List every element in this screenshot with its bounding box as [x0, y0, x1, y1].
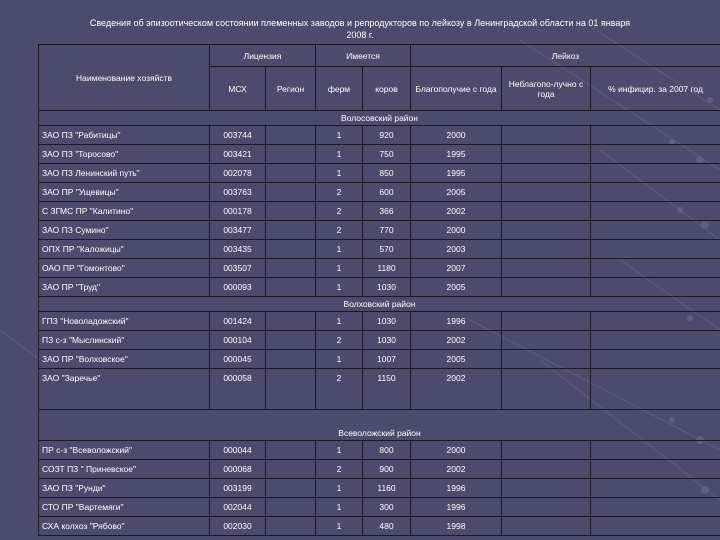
- cell-healthy-since: 1996: [411, 498, 502, 517]
- table-row: [39, 278, 720, 297]
- header-row-1: [39, 45, 720, 67]
- cell-region-license: [266, 240, 316, 259]
- cell-msh-license: 000058: [210, 369, 266, 410]
- cell-farms-count: 2: [316, 331, 363, 350]
- cell-msh-license: 002078: [210, 164, 266, 183]
- cell-farm-name: ПЗ с-з "Мыслинский": [39, 331, 210, 350]
- cell-cows-count: 600: [363, 183, 411, 202]
- cell-cows-count: 920: [363, 126, 411, 145]
- cell-unhealthy-since: [502, 240, 591, 259]
- cell-farm-name: СТО ПР "Вартемяги": [39, 498, 210, 517]
- cell-unhealthy-since: [502, 312, 591, 331]
- cell-unhealthy-since: [502, 479, 591, 498]
- cell-farms-count: 1: [316, 498, 363, 517]
- cell-unhealthy-since: [502, 517, 591, 536]
- cell-cows-count: 570: [363, 240, 411, 259]
- cell-cows-count: 1150: [363, 369, 411, 410]
- cell-farms-count: 1: [316, 145, 363, 164]
- cell-unhealthy-since: [502, 369, 591, 410]
- cell-farm-name: ЗАО ПР "Труд": [39, 278, 210, 297]
- district-name: Волосовский район: [39, 111, 720, 126]
- table-row: [39, 259, 720, 278]
- cell-farms-count: 1: [316, 312, 363, 331]
- cell-region-license: [266, 164, 316, 183]
- cell-unhealthy-since: [502, 278, 591, 297]
- farms-table: [38, 44, 720, 536]
- cell-healthy-since: 1996: [411, 312, 502, 331]
- cell-msh-license: 003421: [210, 145, 266, 164]
- cell-region-license: [266, 331, 316, 350]
- cell-msh-license: 002044: [210, 498, 266, 517]
- cell-infected-pct: [591, 312, 720, 331]
- cell-farms-count: 1: [316, 517, 363, 536]
- cell-region-license: [266, 369, 316, 410]
- cell-healthy-since: 2007: [411, 259, 502, 278]
- cell-healthy-since: 2000: [411, 221, 502, 240]
- table-row: [39, 350, 720, 369]
- cell-region-license: [266, 221, 316, 240]
- cell-unhealthy-since: [502, 331, 591, 350]
- cell-infected-pct: [591, 278, 720, 297]
- cell-healthy-since: 1995: [411, 145, 502, 164]
- cell-farms-count: 2: [316, 460, 363, 479]
- cell-unhealthy-since: [502, 126, 591, 145]
- cell-healthy-since: 2003: [411, 240, 502, 259]
- cell-region-license: [266, 126, 316, 145]
- cell-cows-count: 750: [363, 145, 411, 164]
- cell-healthy-since: 1995: [411, 164, 502, 183]
- cell-infected-pct: [591, 164, 720, 183]
- cell-farm-name: ГПЗ "Новоладожский": [39, 312, 210, 331]
- cell-msh-license: 002030: [210, 517, 266, 536]
- cell-region-license: [266, 460, 316, 479]
- header-msh: МСХ: [210, 67, 266, 111]
- cell-farms-count: 1: [316, 441, 363, 460]
- cell-region-license: [266, 479, 316, 498]
- cell-msh-license: 000178: [210, 202, 266, 221]
- table-row: [39, 221, 720, 240]
- cell-msh-license: 003744: [210, 126, 266, 145]
- header-healthy-year: Благополучие с года: [411, 67, 502, 111]
- farms-table-body: [39, 111, 720, 536]
- cell-unhealthy-since: [502, 164, 591, 183]
- cell-farms-count: 1: [316, 479, 363, 498]
- cell-farms-count: 2: [316, 202, 363, 221]
- cell-farm-name: СХА колхоз "Рябово": [39, 517, 210, 536]
- table-row: [39, 202, 720, 221]
- cell-msh-license: 000045: [210, 350, 266, 369]
- cell-region-license: [266, 259, 316, 278]
- cell-unhealthy-since: [502, 441, 591, 460]
- header-leukosis: Лейкоз: [411, 45, 720, 67]
- cell-infected-pct: [591, 369, 720, 410]
- cell-infected-pct: [591, 221, 720, 240]
- cell-cows-count: 1030: [363, 331, 411, 350]
- table-row: [39, 369, 720, 410]
- cell-healthy-since: 2005: [411, 183, 502, 202]
- district-name: Волховский район: [39, 297, 720, 312]
- cell-healthy-since: 1998: [411, 517, 502, 536]
- cell-healthy-since: 2005: [411, 350, 502, 369]
- cell-msh-license: 000044: [210, 441, 266, 460]
- cell-msh-license: 003763: [210, 183, 266, 202]
- table-row: [39, 498, 720, 517]
- cell-cows-count: 1030: [363, 312, 411, 331]
- cell-cows-count: 770: [363, 221, 411, 240]
- cell-msh-license: 003199: [210, 479, 266, 498]
- header-infected-pct: % инфицир. за 2007 год: [591, 67, 720, 111]
- cell-farm-name: ЗАО ПЗ "Торосово": [39, 145, 210, 164]
- table-row: [39, 479, 720, 498]
- cell-farms-count: 2: [316, 183, 363, 202]
- cell-infected-pct: [591, 441, 720, 460]
- header-available: Имеется: [316, 45, 411, 67]
- cell-region-license: [266, 350, 316, 369]
- cell-farm-name: ОПХ ПР "Каложицы": [39, 240, 210, 259]
- table-row: [39, 164, 720, 183]
- header-cows: коров: [363, 67, 411, 111]
- cell-region-license: [266, 498, 316, 517]
- cell-region-license: [266, 441, 316, 460]
- cell-farm-name: ЗАО "Заречье": [39, 369, 210, 410]
- cell-farm-name: ЗАО ПЗ Ленинский путь": [39, 164, 210, 183]
- table-row: [39, 517, 720, 536]
- cell-region-license: [266, 202, 316, 221]
- cell-cows-count: 1007: [363, 350, 411, 369]
- cell-healthy-since: 2000: [411, 126, 502, 145]
- cell-unhealthy-since: [502, 498, 591, 517]
- cell-infected-pct: [591, 331, 720, 350]
- cell-infected-pct: [591, 145, 720, 164]
- cell-farm-name: ЗАО ПЗ "Рунди": [39, 479, 210, 498]
- cell-cows-count: 480: [363, 517, 411, 536]
- header-farms: ферм: [316, 67, 363, 111]
- cell-infected-pct: [591, 498, 720, 517]
- district-name: Всеволожский район: [39, 410, 720, 441]
- cell-infected-pct: [591, 460, 720, 479]
- table-row: [39, 240, 720, 259]
- cell-healthy-since: 2002: [411, 202, 502, 221]
- cell-farm-name: ПР с-з "Всеволожский": [39, 441, 210, 460]
- district-row: [39, 297, 720, 312]
- cell-cows-count: 366: [363, 202, 411, 221]
- cell-healthy-since: 2002: [411, 369, 502, 410]
- cell-infected-pct: [591, 479, 720, 498]
- cell-farm-name: ЗАО ПР "Ущевицы": [39, 183, 210, 202]
- cell-cows-count: 900: [363, 460, 411, 479]
- cell-region-license: [266, 183, 316, 202]
- cell-msh-license: 003435: [210, 240, 266, 259]
- cell-healthy-since: 2002: [411, 460, 502, 479]
- cell-region-license: [266, 278, 316, 297]
- cell-region-license: [266, 145, 316, 164]
- cell-healthy-since: 2002: [411, 331, 502, 350]
- cell-farm-name: ЗАО ПЗ Сумино": [39, 221, 210, 240]
- cell-infected-pct: [591, 240, 720, 259]
- cell-healthy-since: 2000: [411, 441, 502, 460]
- cell-farm-name: ЗАО ПЗ "Рабитицы": [39, 126, 210, 145]
- cell-cows-count: 1180: [363, 259, 411, 278]
- header-farm: Наименование хозяйств: [39, 45, 210, 111]
- cell-farm-name: ЗАО ПР "Волховское": [39, 350, 210, 369]
- cell-healthy-since: 1996: [411, 479, 502, 498]
- cell-infected-pct: [591, 202, 720, 221]
- district-row: [39, 111, 720, 126]
- cell-farms-count: 1: [316, 126, 363, 145]
- table-row: [39, 126, 720, 145]
- cell-msh-license: 001424: [210, 312, 266, 331]
- cell-region-license: [266, 517, 316, 536]
- cell-farm-name: ОАО ПР "Гомонтово": [39, 259, 210, 278]
- cell-unhealthy-since: [502, 350, 591, 369]
- cell-infected-pct: [591, 183, 720, 202]
- cell-cows-count: 850: [363, 164, 411, 183]
- cell-farms-count: 1: [316, 350, 363, 369]
- cell-farms-count: 2: [316, 221, 363, 240]
- cell-infected-pct: [591, 126, 720, 145]
- document-title: [40, 17, 680, 41]
- table-row: [39, 312, 720, 331]
- table-row: [39, 145, 720, 164]
- table-row: [39, 460, 720, 479]
- title-line-1: Сведения об эпизоотическом состоянии племенных заводов и репродукторов по лейкозу в Ленинградской области на 01 января: [89, 18, 631, 28]
- table-row: [39, 331, 720, 350]
- cell-cows-count: 300: [363, 498, 411, 517]
- cell-infected-pct: [591, 259, 720, 278]
- title-line-2: 2008 г.: [346, 30, 374, 40]
- cell-unhealthy-since: [502, 259, 591, 278]
- cell-healthy-since: 2005: [411, 278, 502, 297]
- cell-unhealthy-since: [502, 202, 591, 221]
- cell-unhealthy-since: [502, 145, 591, 164]
- header-license: Лицензия: [210, 45, 316, 67]
- cell-farms-count: 1: [316, 240, 363, 259]
- cell-unhealthy-since: [502, 183, 591, 202]
- header-region: Регион: [266, 67, 316, 111]
- cell-farm-name: С ЗГМС ПР "Калитино": [39, 202, 210, 221]
- cell-farm-name: СОЗТ ПЗ " Приневское": [39, 460, 210, 479]
- table-row: [39, 183, 720, 202]
- cell-cows-count: 1030: [363, 278, 411, 297]
- cell-region-license: [266, 312, 316, 331]
- cell-msh-license: 000068: [210, 460, 266, 479]
- cell-unhealthy-since: [502, 460, 591, 479]
- cell-farms-count: 1: [316, 164, 363, 183]
- header-unhealthy-year: Неблагопо-лучно с года: [502, 67, 591, 111]
- cell-infected-pct: [591, 517, 720, 536]
- cell-msh-license: 000104: [210, 331, 266, 350]
- cell-cows-count: 800: [363, 441, 411, 460]
- cell-msh-license: 003507: [210, 259, 266, 278]
- cell-cows-count: 1160: [363, 479, 411, 498]
- cell-unhealthy-since: [502, 221, 591, 240]
- table-row: [39, 441, 720, 460]
- cell-msh-license: 003477: [210, 221, 266, 240]
- cell-farms-count: 1: [316, 259, 363, 278]
- cell-msh-license: 000093: [210, 278, 266, 297]
- cell-farms-count: 1: [316, 278, 363, 297]
- cell-infected-pct: [591, 350, 720, 369]
- cell-farms-count: 2: [316, 369, 363, 410]
- district-row: [39, 410, 720, 441]
